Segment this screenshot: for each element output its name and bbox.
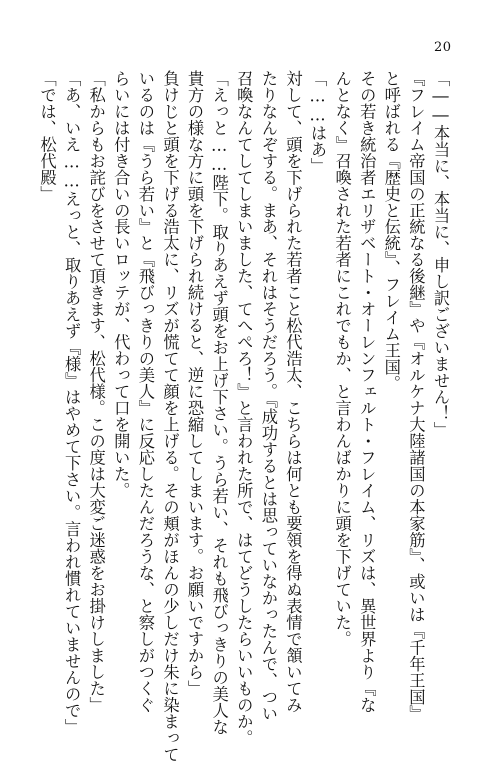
text-line: 「えっと……陛下。取りあえず頭をお上げ下さい。うら若い、それも飛びっきりの美人な xyxy=(209,70,229,736)
text-line: 召喚なんてしてしまいました、てへぺろ！』と言われた所で、はてどうしたらいいものか。 xyxy=(234,70,254,747)
text-line: 負けじと頭を下げる浩太に、リズが慌てて顔を上げる。その頬がほんの少しだけ朱に染まって xyxy=(160,70,180,763)
page-number: 20 xyxy=(434,40,452,55)
text-line: 貴方の様な方に頭を下げられ続けると、逆に恐縮してしまいます。お願いですから」 xyxy=(185,70,205,697)
text-line: 『フレイム帝国の正統なる後継』や『オルケナ大陸諸国の本家筋』、或いは『千年王国』 xyxy=(406,70,426,722)
text-line: その若き統治者エリザベート・オーレンフェルト・フレイム、リズは、異世界より『な xyxy=(357,70,377,714)
text-line: と呼ばれる『歴史と伝統』、フレイム王国。 xyxy=(381,70,401,392)
text-line: たりなんぞする。まあ、それはそうだろう。『成功するとは思っていなかったんで、つい xyxy=(258,70,278,722)
text-line: 「……はあ」 xyxy=(308,70,328,175)
text-line: いるのは『うら若い』と『飛びっきりの美人』に反応したんだろうな、と察しがつくぐ xyxy=(135,70,155,714)
text-line: 「私からもお詫びをさせて頂きます、松代様。この度は大変ご迷惑をお掛けしました」 xyxy=(86,70,106,714)
text-line: 「あ、いえ……えっと、取りあえず『様』はやめて下さい。言われ慣れていませんので」 xyxy=(62,70,82,736)
text-line: 対して、頭を下げられた若者こと松代浩太、こちらは何とも要領を得ぬ表情で頷いてみ xyxy=(283,70,303,714)
text-line: 「では、松代殿」 xyxy=(37,70,57,202)
text-line: らいには付き合いの長いロッテが、代わって口を開いた。 xyxy=(111,70,131,499)
novel-text-body xyxy=(32,70,452,763)
text-line: 「――本当に、本当に、申し訳ございません！」 xyxy=(431,70,450,439)
text-line: んとなく』召喚された若者にこれでもか、と言わんばかりに頭を下げていた。 xyxy=(332,70,352,648)
